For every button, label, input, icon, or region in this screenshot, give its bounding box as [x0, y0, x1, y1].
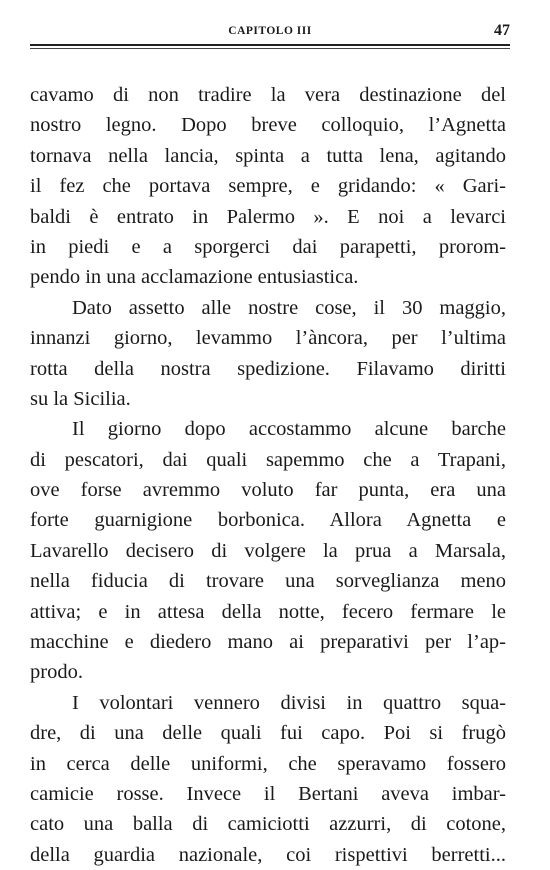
- text-line: I volontari vennero divisi in quattro squa-: [72, 691, 506, 714]
- text-line: dre, di una delle quali fui capo. Poi si frugò: [30, 722, 506, 745]
- text-line: forte guarnigione borbonica. Allora Agnetta e: [30, 509, 506, 532]
- text-line: pendo in una acclamazione entusiastica.: [30, 266, 359, 289]
- text-line: prodo.: [30, 661, 83, 684]
- text-line: Lavarello decisero di volgere la prua a Marsala,: [30, 539, 506, 562]
- text-line: ove forse avremmo voluto far punta, era una: [30, 479, 506, 502]
- chapter-heading: CAPITOLO III: [228, 25, 312, 37]
- text-line: innanzi giorno, levammo l’àncora, per l’ultima: [30, 327, 506, 350]
- text-line: in cerca delle uniformi, che speravamo fossero: [30, 752, 506, 775]
- header-rule-thick: [30, 44, 510, 46]
- header-rule-thin: [30, 48, 510, 49]
- text-line: macchine e diedero mano ai preparativi per l’ap-: [30, 631, 506, 654]
- text-line: cavamo di non tradire la vera destinazione del: [30, 84, 506, 106]
- text-line: su la Sicilia.: [30, 387, 131, 410]
- body-text: [30, 80, 506, 870]
- running-header: [30, 22, 510, 42]
- text-line: Dato assetto alle nostre cose, il 30 maggio,: [72, 296, 506, 319]
- text-line: attiva; e in attesa della notte, fecero fermare le: [30, 600, 506, 623]
- text-line: di pescatori, dai quali sapemmo che a Trapani,: [30, 448, 506, 471]
- text-line: nella fiducia di trovare una sorveglianza meno: [30, 570, 506, 593]
- text-line: tornava nella lancia, spinta a tutta lena, agitando: [30, 144, 506, 167]
- text-line: baldi è entrato in Palermo ». E noi a levarci: [30, 205, 506, 228]
- text-line: della guardia nazionale, coi rispettivi berretti...: [30, 843, 506, 866]
- page-number: 47: [494, 22, 510, 39]
- text-line: cato una balla di camiciotti azzurri, di cotone,: [30, 813, 506, 836]
- text-line: camicie rosse. Invece il Bertani aveva imbar-: [30, 782, 506, 805]
- text-line: in piedi e a sporgerci dai parapetti, prorom-: [30, 235, 506, 258]
- text-line: Il giorno dopo accostammo alcune barche: [72, 418, 506, 441]
- text-line: il fez che portava sempre, e gridando: « Gari-: [30, 175, 506, 198]
- text-line: rotta della nostra spedizione. Filavamo diritti: [30, 357, 506, 380]
- text-line: nostro legno. Dopo breve colloquio, l’Agnetta: [30, 114, 506, 137]
